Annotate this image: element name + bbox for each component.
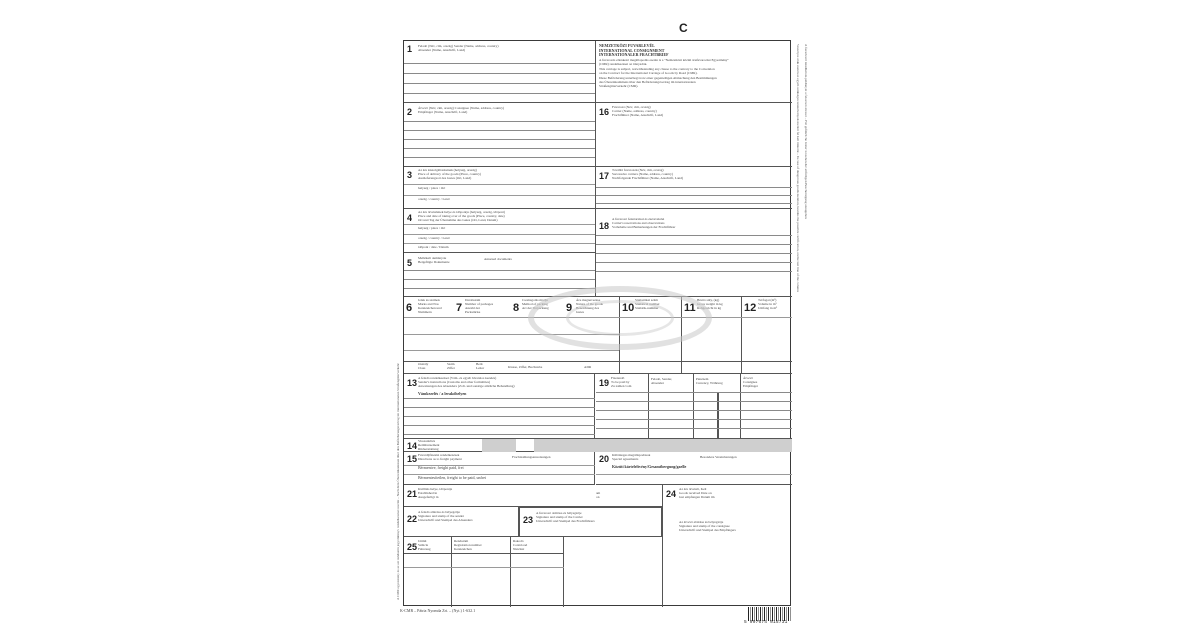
field-label: További fuvarozók (Név, cím, ország) xyxy=(612,168,664,172)
field-number: 4 xyxy=(407,213,413,223)
column-label: Empfänger xyxy=(743,384,759,388)
divider xyxy=(404,195,595,196)
field-label: Carrier's reservations and observations xyxy=(612,221,665,225)
column-label: Nutzlast xyxy=(513,547,525,551)
field-label: Gut empfangen Datum im xyxy=(679,495,715,499)
column-label: Absender xyxy=(651,381,664,385)
field-number: 22 xyxy=(407,514,418,524)
field-carrier[interactable] xyxy=(596,103,792,167)
field-label: Frachtzahlungsanweisungen xyxy=(512,455,551,459)
column-label: Currency, Währung xyxy=(696,381,723,385)
field-label: Annexed documents xyxy=(484,257,512,261)
barcode xyxy=(748,607,792,621)
adr-row xyxy=(404,361,792,374)
field-label: Vehicle xyxy=(418,543,429,547)
field-number: 12 xyxy=(744,302,757,314)
field-number: 18 xyxy=(599,221,610,231)
title-en: INTERNATIONAL CONSIGNMENT xyxy=(599,47,665,53)
field-sender[interactable] xyxy=(404,41,595,103)
writing-lines xyxy=(404,121,595,158)
field-label: Bruttó súly, (kg) xyxy=(697,298,720,302)
field-label: Csomagolás módja xyxy=(522,298,548,302)
legal-note: This carriage is subject, notwithstanding any clause to the contrary to the Convention xyxy=(599,67,715,71)
divider xyxy=(596,474,792,475)
field-label: Gross weight in kg xyxy=(697,302,723,306)
field-label: Signature and stamp of the Carrier xyxy=(536,515,583,519)
field-label: Statisztikai szám xyxy=(635,298,658,302)
divider xyxy=(404,184,595,185)
title-de: INTERNATIONALER FRACHTBRIEF xyxy=(599,52,669,57)
field-label: Jelek és számok xyxy=(418,298,440,302)
adr-label: Ziffer xyxy=(447,366,455,370)
field-label: Nature of the goods xyxy=(576,302,603,306)
field-reimbursement[interactable] xyxy=(404,438,792,452)
field-label: Directions as to freight payment xyxy=(418,457,462,461)
column-label: Registration number xyxy=(454,543,482,547)
writing-lines xyxy=(404,398,595,435)
field-label: Carrier (Name, address, country) xyxy=(612,109,657,113)
field-label: Unterschrift und Stempel des Absenders xyxy=(418,518,473,522)
adr-label: Szám xyxy=(447,362,455,366)
column-label: Rendszám xyxy=(454,539,469,543)
field-number: 16 xyxy=(599,107,610,117)
special-agreement-text: Közúti kárteleltvény/Gesamtbergung/gaelle xyxy=(612,464,687,469)
field-label: Statistical number xyxy=(635,302,660,306)
legal-note: Diese Beförderung unterliegt trotz einer gegenteiligen Abmachung den Bestimmungen xyxy=(599,76,717,80)
form-header xyxy=(596,41,792,103)
field-label: Goods received Date on xyxy=(679,491,712,495)
field-number: 3 xyxy=(407,170,413,180)
field-number: 24 xyxy=(666,489,677,499)
column-label: Pénznem xyxy=(696,377,709,381)
field-number: 5 xyxy=(407,258,413,268)
field-label: Visszatérítés xyxy=(418,439,436,443)
field-label: Átvevő (Név, cím, ország) Consignee (Name, address, country) xyxy=(418,106,505,110)
column-label: Feladó, Sender, xyxy=(651,377,673,381)
writing-lines xyxy=(404,63,595,94)
form-copy-letter: C xyxy=(679,21,688,35)
field-label: Vorbehalte und Bemerkungen der Frachtführer xyxy=(612,225,676,229)
freight-paid-option: Bérmentve, freight paid, frei xyxy=(418,465,464,470)
field-label: Fuvardíjfizetési rendelkezések xyxy=(418,453,460,457)
field-label: Fizetendő xyxy=(611,376,625,380)
field-label: Rohgewicht in kg xyxy=(697,306,722,310)
field-label: Mellékelt okmányok xyxy=(418,256,447,260)
field-label: Absender (Name, Anschrift, Land) xyxy=(418,48,466,52)
writing-lines xyxy=(596,187,792,204)
legal-note: (CMR) rendelkezései az irányadók. xyxy=(599,62,648,66)
field-label: Nachfolgende Frachtführer (Name, Anschrift, Land) xyxy=(612,176,683,180)
field-label: Az átvevő aláírása és bélyegzője xyxy=(679,520,724,524)
field-label: Unterschrift und Stempel des Frachtführers xyxy=(536,519,595,523)
field-number: 13 xyxy=(407,378,418,388)
field-label: Áru megnevezése xyxy=(576,298,601,302)
adr-label: Klasse, Ziffer, Buchstabe xyxy=(508,365,543,369)
field-label: am xyxy=(596,491,601,495)
field-label: Kennzeichen und xyxy=(418,306,442,310)
divider xyxy=(404,224,595,225)
column-label: Consignee xyxy=(743,380,758,384)
field-label: Sender's instructions (Customs and other formalities) xyxy=(418,380,491,384)
legal-note: A fuvarozás ellenkező megállapodás esetén is a "Nemzetközi közúti árufuvarozási Egyezmény" xyxy=(599,58,729,62)
side-legal-note-right: Veszélyes áruk esetén az egyéb szükséges tanúsítványok mellett fel kell tüntetni – In case of dangerous goods mention, besides the possible certification, on the last line of the column xyxy=(796,44,800,292)
divider xyxy=(404,243,595,244)
field-goods-received[interactable] xyxy=(662,485,792,607)
field-label: Fahrzeug xyxy=(418,547,431,551)
field-label: Successive carriers (Name, address, country) xyxy=(612,172,674,176)
field-number: 6 xyxy=(406,302,413,314)
field-to-be-paid-by[interactable] xyxy=(596,374,792,438)
field-consignee[interactable] xyxy=(404,103,595,167)
field-label: A feladó aláírása és bélyegzője xyxy=(418,510,460,514)
field-label: Method of packing xyxy=(522,302,548,306)
field-label: Marks and Nos xyxy=(418,302,439,306)
field-carrier-reservations[interactable] xyxy=(596,209,792,296)
field-number: 14 xyxy=(407,441,418,451)
field-label: Empfänger (Name, Anschrift, Land) xyxy=(418,110,468,114)
divider xyxy=(404,234,595,235)
field-label: Unterschrift und Stempel des Empfängers xyxy=(679,528,736,532)
field-label: Nummern xyxy=(418,310,432,314)
field-label: Number of packages xyxy=(465,302,494,306)
field-sender-instructions[interactable] xyxy=(404,374,595,438)
adr-label: Letter xyxy=(476,366,485,370)
field-label: Anweisungen des Absenders (Zoll- und sonstige amtliche Behandlung) xyxy=(418,384,515,388)
field-place-of-taking-over[interactable] xyxy=(404,209,595,253)
field-label: Jármű xyxy=(418,539,427,543)
field-successive-carriers[interactable] xyxy=(596,167,792,209)
field-carrier-signature[interactable] xyxy=(519,507,662,537)
field-label: Beigefügte Dokumente xyxy=(418,260,450,264)
field-label: Fuvarozó (Név, cím, ország) xyxy=(612,105,651,109)
field-label: Umfang in m³ xyxy=(758,306,778,310)
field-number: 15 xyxy=(407,454,418,464)
field-label: Gutes xyxy=(576,310,584,314)
field-label: Besondere Vereinbarungen xyxy=(700,455,737,459)
field-label: Packstücke xyxy=(465,310,481,314)
customs-clearance-label: Vámkezelés / a lerakóhelyen xyxy=(418,391,467,396)
field-number: 21 xyxy=(407,489,418,499)
writing-lines xyxy=(596,235,792,272)
divider xyxy=(404,567,564,568)
writing-lines xyxy=(404,270,595,289)
legal-note: on the Contract for the International Carriage of Goods by Road (CMR). xyxy=(599,71,698,75)
field-label: Bezeichnung des xyxy=(576,306,600,310)
field-sender-signature[interactable] xyxy=(404,507,519,537)
legal-note: des Übereinkommens über den Beförderungsvertrag im internationalen xyxy=(599,80,696,84)
shaded-cell xyxy=(534,439,792,452)
field-sublabel: helység / place / Ort xyxy=(418,226,446,230)
field-label: Feladó (Név, cím, ország) Sender (Name, address, country) xyxy=(418,44,499,48)
field-label: on xyxy=(596,495,600,499)
column-label: Kennzeichen xyxy=(454,547,472,551)
field-label: Frachtführer (Name, Anschrift, Land) xyxy=(612,113,664,117)
field-number: 1 xyxy=(407,44,413,54)
field-special-agreements[interactable] xyxy=(596,452,792,485)
field-label: Signature and stamp of the sender xyxy=(418,514,465,518)
field-number: 8 xyxy=(513,302,520,314)
adr-label: Osztály xyxy=(418,362,429,366)
field-freight-payment[interactable] xyxy=(404,452,595,485)
field-number: 23 xyxy=(523,515,534,525)
column-label: Rakodó xyxy=(513,539,524,543)
field-number: 17 xyxy=(599,171,610,181)
field-label: A feladó rendelkezései (Vám- és egyéb hivatalos kezelés) xyxy=(418,376,497,380)
field-label: Established in xyxy=(418,491,438,495)
field-label: A fuvarozó aláírása és bélyegzője xyxy=(536,511,582,515)
field-label: Special agreements xyxy=(612,457,639,461)
field-label: Az áru átvételt, Kelt xyxy=(679,487,707,491)
field-label: Anzahl der xyxy=(465,306,480,310)
field-label: Rückerstattung xyxy=(418,447,439,451)
field-label: Térfogat (m³) xyxy=(758,298,777,302)
divider xyxy=(404,553,564,554)
field-label: To be paid by xyxy=(611,380,630,384)
field-label: Place of delivery of the goods (Place, country) xyxy=(418,172,482,176)
field-label: Auslieferungsort des Gutes (Ort, Land) xyxy=(418,176,472,180)
field-sublabel: időpont / date / Datum xyxy=(418,245,449,249)
adr-label: Class xyxy=(418,366,426,370)
field-place-of-delivery[interactable] xyxy=(404,167,595,209)
divider xyxy=(404,317,792,318)
field-number: 7 xyxy=(456,302,463,314)
field-sublabel: ország / country / Land xyxy=(418,236,450,240)
field-annexed-documents[interactable] xyxy=(404,253,595,296)
field-number: 2 xyxy=(407,107,413,117)
field-label: Signature and stamp of the consignee xyxy=(679,524,730,528)
column-label: Átvevő xyxy=(743,376,753,380)
field-vehicle[interactable] xyxy=(404,537,564,607)
field-number: 19 xyxy=(599,378,610,388)
field-label: Art der Verpackung xyxy=(522,306,549,310)
field-number: 11 xyxy=(684,302,696,314)
side-legal-note-left: A CMR egyezmény és az azt módosító jegyzőkönyv rendelkezései szerint – Nach dem Übereinkommen über den Beförderungsvertrag im internationalen Straßengüterverkehr xyxy=(396,363,400,600)
field-number: 25 xyxy=(407,542,418,552)
divider xyxy=(404,334,619,335)
field-label: Különleges megállapodások xyxy=(612,453,651,457)
field-label: Kiállítás helye, időpontja xyxy=(418,487,453,491)
cmr-form xyxy=(403,40,791,606)
field-number: 20 xyxy=(599,454,610,464)
field-label: Darabszám xyxy=(465,298,481,302)
adr-label: ADR xyxy=(584,365,592,369)
field-label: Az áru átvételének helye és időpontja (helység, ország, időpont) xyxy=(418,210,505,214)
column-divider xyxy=(451,537,452,607)
column-divider xyxy=(510,537,511,607)
side-legal-note-right-2: A fuvarlevél mindhárom példányát a fuvarozó átveszi – Für gefährliche Güter ist neben der allfälligen Bescheinigung anzugeben xyxy=(804,44,808,219)
shaded-cell xyxy=(482,439,516,452)
freight-unpaid-option: Bérmentesítetlen, freight to be paid, unfrei xyxy=(418,475,487,480)
field-sublabel: ország / country / Land xyxy=(418,197,450,201)
field-label: A fuvarozó fenntartásai és észrevételei xyxy=(612,217,665,221)
field-label: Statistik-nummer xyxy=(635,306,659,310)
field-label: Az áru kiszolgáltatásának (helység, ország) xyxy=(418,168,477,172)
field-number: 10 xyxy=(622,302,635,314)
field-number: 9 xyxy=(566,302,573,314)
field-label: Zu zahlen vom xyxy=(611,384,632,388)
column-label: Contr.load xyxy=(513,543,528,547)
field-sublabel: helység / place / Ort xyxy=(418,186,446,190)
divider xyxy=(404,350,619,351)
field-label: Ausgefertigt in xyxy=(418,495,439,499)
legal-note: Straßengüterverkehr (CMR). xyxy=(599,84,639,88)
field-established-in[interactable] xyxy=(404,485,662,507)
form-footer: K-CMR – Pátria Nyomda Zrt. – (Nyt.) 1-632.1 xyxy=(400,608,476,613)
writing-lines xyxy=(596,392,792,429)
title-hu: NEMZETKÖZI FUVARLEVÉL xyxy=(599,43,655,48)
adr-label: Betű xyxy=(476,362,483,366)
field-label: Place and date of taking over of the goods (Place, country, date) xyxy=(418,214,505,218)
field-label: Reimbursement xyxy=(418,443,440,447)
field-label: Volume in m³ xyxy=(758,302,777,306)
field-label: Ort und Tag der Übernahme des Gutes (Ort, Land, Datum) xyxy=(418,218,498,222)
barcode-number: 5 997674 015731 xyxy=(744,620,788,625)
